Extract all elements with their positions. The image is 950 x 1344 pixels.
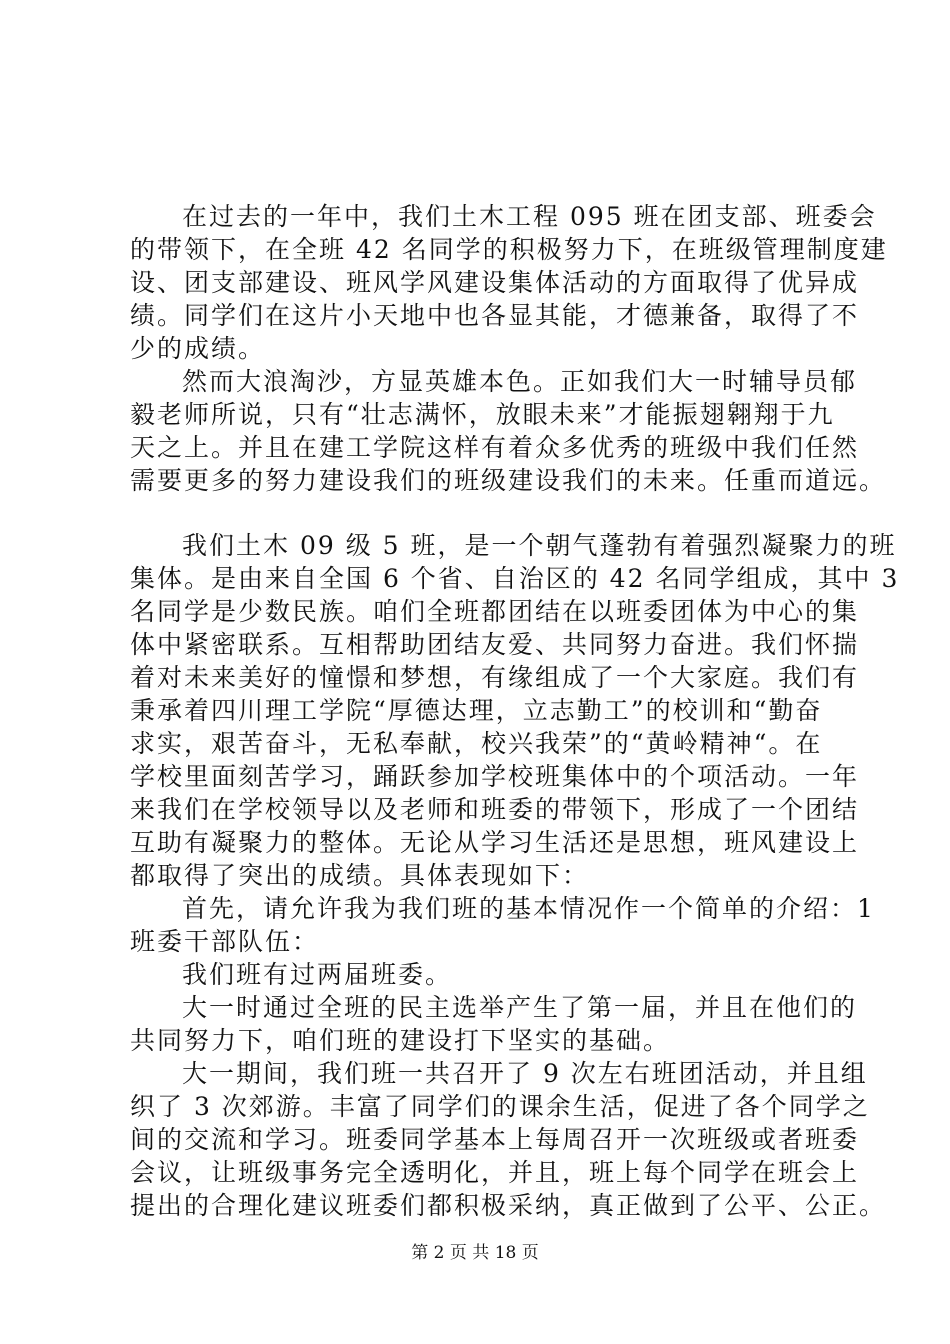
text-line: 都取得了突出的成绩。具体表现如下：: [130, 861, 590, 890]
text-line: 间的交流和学习。班委同学基本上每周召开一次班级或者班委: [130, 1125, 860, 1154]
text-line: 来我们在学校领导以及老师和班委的带领下，形成了一个团结: [130, 795, 860, 824]
text-line: 着对未来美好的憧憬和梦想，有缘组成了一个大家庭。我们有: [130, 663, 860, 692]
text-line: 我们土木 09 级 5 班，是一个朝气蓬勃有着强烈凝聚力的班: [182, 531, 897, 560]
text-line: 然而大浪淘沙，方显英雄本色。正如我们大一时辅导员郁: [182, 367, 858, 396]
text-line: 少的成绩。: [130, 334, 266, 363]
text-line: 集体。是由来自全国 6 个省、自治区的 42 名同学组成，其中 3: [130, 564, 900, 593]
paragraph-5: [130, 958, 842, 991]
paragraph-7: [130, 1057, 887, 1222]
text-line: 织了 3 次郊游。丰富了同学们的课余生活，促进了各个同学之: [130, 1092, 870, 1121]
text-line: 需要更多的努力建设我们的班级建设我们的未来。任重而道远。: [130, 466, 887, 495]
text-line: 共同努力下，咱们班的建设打下坚实的基础。: [130, 1026, 671, 1055]
text-line: 学校里面刻苦学习，踊跃参加学校班集体中的个项活动。一年: [130, 762, 860, 791]
page-number-footer: 第 2 页 共 18 页: [411, 1243, 539, 1263]
paragraph-spacer: [130, 497, 842, 529]
document-body: [130, 200, 900, 1222]
paragraph-2: [130, 365, 887, 497]
text-line: 秉承着四川理工学院“厚德达理，立志勤工”的校训和“勤奋: [130, 696, 823, 725]
text-line: 互助有凝聚力的整体。无论从学习生活还是思想，班风建设上: [130, 828, 860, 857]
paragraph-3: [130, 529, 900, 892]
paragraph-1: [130, 200, 888, 365]
text-line: 会议，让班级事务完全透明化，并且，班上每个同学在班会上: [130, 1158, 860, 1187]
text-line: 设、团支部建设、班风学风建设集体活动的方面取得了优异成: [130, 268, 860, 297]
paragraph-6: [130, 991, 858, 1057]
text-line: 大一期间，我们班一共召开了 9 次左右班团活动，并且组: [182, 1059, 868, 1088]
text-line: 求实，艰苦奋斗，无私奉献，校兴我荣”的“黄岭精神“。在: [130, 729, 823, 758]
text-line: 我们班有过两届班委。: [182, 960, 453, 989]
text-line: 的带领下，在全班 42 名同学的积极努力下，在班级管理制度建: [130, 235, 888, 264]
text-line: 体中紧密联系。互相帮助团结友爱、共同努力奋进。我们怀揣: [130, 630, 860, 659]
text-line: 班委干部队伍：: [130, 927, 320, 956]
text-line: 绩。同学们在这片小天地中也各显其能，才德兼备，取得了不: [130, 301, 860, 330]
paragraph-4: [130, 892, 875, 958]
text-line: 天之上。并且在建工学院这样有着众多优秀的班级中我们任然: [130, 433, 860, 462]
text-line: 在过去的一年中，我们土木工程 095 班在团支部、班委会: [182, 202, 877, 231]
text-line: 大一时通过全班的民主选举产生了第一届，并且在他们的: [182, 993, 858, 1022]
text-line: 名同学是少数民族。咱们全班都团结在以班委团体为中心的集: [130, 597, 860, 626]
text-line: 毅老师所说，只有“壮志满怀，放眼未来”才能振翅翱翔于九: [130, 400, 835, 429]
text-line: 首先，请允许我为我们班的基本情况作一个简单的介绍：1: [182, 894, 875, 923]
text-line: 提出的合理化建议班委们都积极采纳，真正做到了公平、公正。: [130, 1191, 887, 1220]
